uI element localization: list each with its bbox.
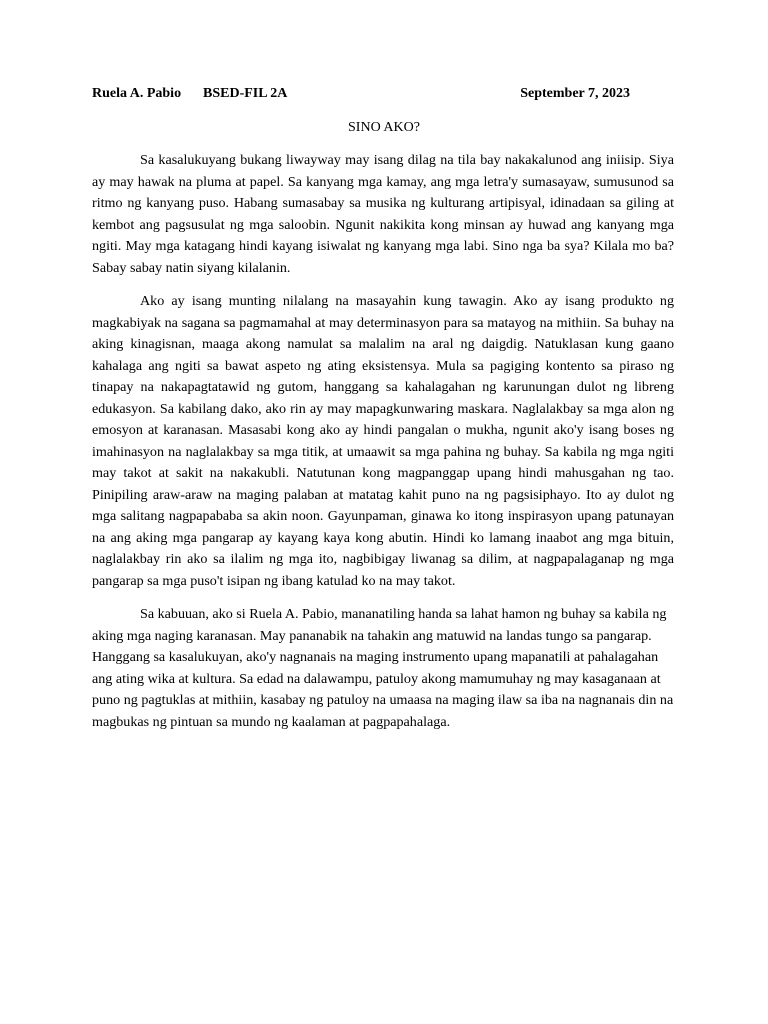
document-title: SINO AKO? xyxy=(348,120,420,135)
paragraph-2: Ako ay isang munting nilalang na masayahin kung tawagin. Ako ay isang produkto ng magkabiyak na sagana sa pagmamahal at may determinasyon para sa matayog na mithiin. Sa buhay na aking kinagisnan, maaga akong namulat sa malalim na aral ng daigdig. Natuklasan kung gaano kahalaga ang ngiti sa bawat aspeto ng ating eksistensya. Mula sa pagiging kontento sa piraso ng tinapay na nakapagtatawid ng gutom, hanggang sa kahalagahan ng karunungan dulot ng libreng edukasyon. Sa kabilang dako, ako rin ay may mapagkunwaring maskara. Naglalakbay sa mga alon ng emosyon at karanasan. Masasabi kong ako ay hindi pangalan o mukha, ngunit ako'y isang boses ng imahinasyon na naglalakbay sa mga titik, at umaawit sa mga pahina ng buhay. Sa kabila ng mga ngiti may takot at sakit na nakakubli. Natutunan kong magpanggap upang hindi mahusgahan ng tao. Pinipiling araw-araw na maging palaban at matatag kahit puno na ng pagsisiphayo. Ito ay dulot ng mga salitang nagpapababa sa akin noon. Gayunpaman, ginawa ko itong inspirasyon upang patunayan na ang aking mga pangarap ay kayang kaya kong abutin. Hindi ko lamang inaabot ang mga bituin, naglalakbay rin ako sa ilalim ng mga ito, nagbibigay liwanag sa dilim, at nagpapalaganap ng mga pangarap sa mga puso't isipan ng ibang katulad ko na may takot. xyxy=(92,293,674,589)
course-section: BSED-FIL 2A xyxy=(203,86,288,101)
paragraph-1: Sa kasalukuyang bukang liwayway may isang dilag na tila bay nakakalunod ang iniisip. Siya ay may hawak na pluma at papel. Sa kanyang mga kamay, ang mga letra'y sumasayaw, sumusunod sa ritmo ng kanyang puso. Habang sumasabay sa musika ng kulturang artipisyal, idinadaan sa giling at kembot ang pagsusulat ng mga saloobin. Ngunit nakikita kong minsan ay huwad ang kanyang mga ngiti. May mga katagang hindi kayang isiwalat ng kanyang mga labi. Sino nga ba sya? Kilala mo ba? Sabay sabay natin siyang kilalanin. xyxy=(92,152,674,276)
document-header xyxy=(92,86,630,106)
document-body xyxy=(92,150,674,745)
author-name: Ruela A. Pabio xyxy=(92,86,182,101)
document-date: September 7, 2023 xyxy=(520,86,630,101)
paragraph-3: Sa kabuuan, ako si Ruela A. Pabio, mananatiling handa sa lahat hamon ng buhay sa kabila ng aking mga naging karanasan. May pananabik na tahakin ang matuwid na landas tungo sa pangarap. Hanggang sa kasalukuyan, ako'y nagnanais na maging instrumento upang mapanatili at pahalagahan ang ating wika at kultura. Sa edad na dalawampu, patuloy akong mamumuhay ng may kasaganaan at puno ng pagtuklas at mithiin, kasabay ng patuloy na umaasa na maging ilaw sa iba na nagnanais din na magbukas ng pintuan sa mundo ng kaalaman at pagpapahalaga. xyxy=(92,606,674,730)
